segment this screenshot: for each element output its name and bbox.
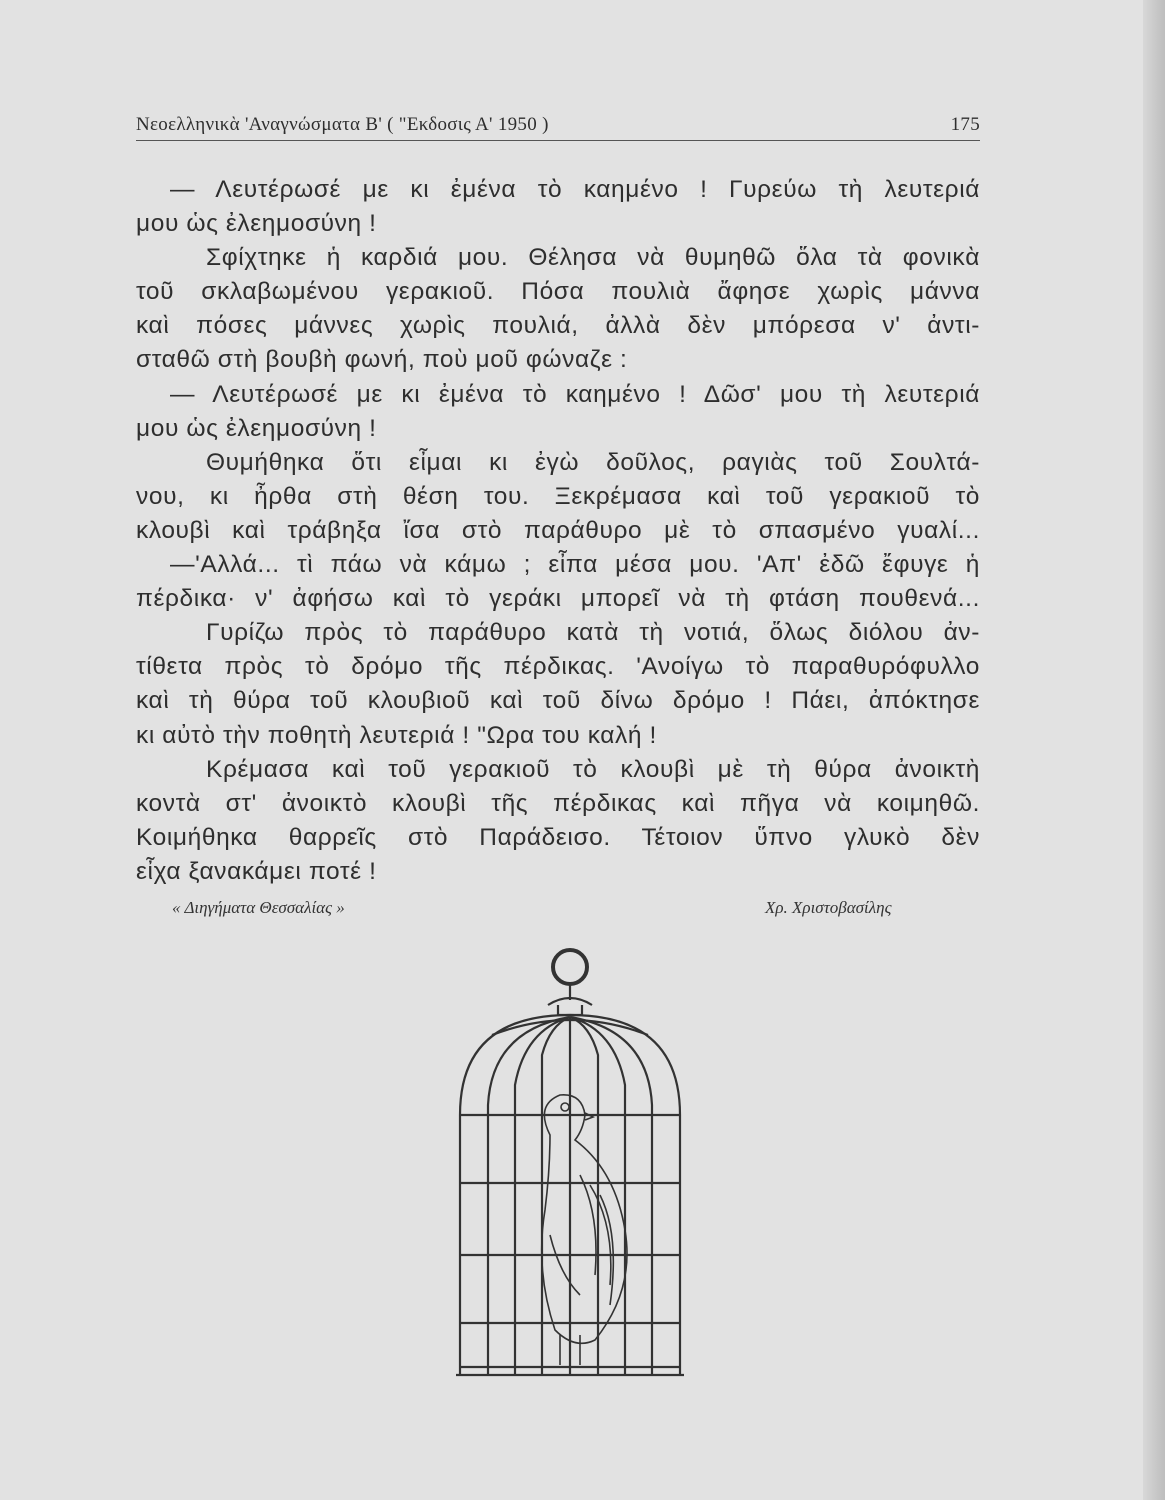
text-line: Κοιμήθηκα θαρρεῖς στὸ Παράδεισο. Τέτοιον ὕπνο γλυκὸ δὲν <box>136 823 980 851</box>
text-line: κι αὐτὸ τὴν ποθητὴ λευτεριά ! "Ωρα του καλή ! <box>136 721 657 749</box>
page-edge-shadow <box>1143 0 1165 1500</box>
running-header <box>136 114 980 136</box>
text-line: μου ὡς ἐλεημοσύνη ! <box>136 210 377 238</box>
text-line: —'Αλλά... τὶ πάω νὰ κάμω ; εἶπα μέσα μου. 'Απ' ἐδῶ ἔφυγε ἡ <box>170 551 980 579</box>
text-line: εἶχα ξανακάμει ποτέ ! <box>136 857 377 885</box>
partridge-icon <box>542 1095 627 1365</box>
header-title: Νεοελληνικὰ 'Αναγνώσματα Β' ( "Εκδοσις Α' 1950 ) <box>136 114 549 135</box>
text-line: Γυρίζω πρὸς τὸ παράθυρο κατὰ τὴ νοτιά, ὅλως διόλου ἀν- <box>206 619 980 647</box>
text-line: — Λευτέρωσέ με κι ἐμένα τὸ καημένο ! Γυρεύω τὴ λευτεριά <box>170 176 980 203</box>
text-line: κλουβὶ καὶ τράβηξα ἴσα στὸ παράθυρο μὲ τὸ σπασμένο γυαλί... <box>136 516 980 544</box>
text-line: — Λευτέρωσέ με κι ἐμένα τὸ καημένο ! Δῶσ' μου τὴ λευτεριά <box>170 380 980 408</box>
source-author: Χρ. Χριστοβασίλης <box>765 898 892 917</box>
text-line: σταθῶ στὴ βουβὴ φωνή, ποὺ μοῦ φώναζε : <box>136 346 628 374</box>
text-line: Θυμήθηκα ὅτι εἶμαι κι ἐγὼ δοῦλος, ραγιὰς τοῦ Σουλτά- <box>206 448 980 476</box>
text-line: Κρέμασα καὶ τοῦ γερακιοῦ τὸ κλουβὶ μὲ τὴ θύρα ἀνοικτὴ <box>206 755 980 783</box>
text-line: νου, κι ἦρθα στὴ θέση του. Ξεκρέμασα καὶ τοῦ γερακιοῦ τὸ <box>136 482 980 510</box>
text-line: καὶ τὴ θύρα τοῦ κλουβιοῦ καὶ τοῦ δίνω δρόμο ! Πάει, ἀπόκτησε <box>136 687 980 715</box>
header-rule <box>136 140 980 141</box>
text-line: καὶ πόσες μάννες χωρὶς πουλιά, ἀλλὰ δὲν μπόρεσα ν' ἀντι- <box>136 312 980 340</box>
page-number: 175 <box>950 114 980 135</box>
text-line: Σφίχτηκε ἡ καρδιά μου. Θέλησα νὰ θυμηθῶ ὅλα τὰ φονικὰ <box>206 244 980 272</box>
text-line: μου ὡς ἐλεημοσύνη ! <box>136 414 377 442</box>
story-text <box>136 173 980 889</box>
source-book: « Διηγήματα Θεσσαλίας » <box>172 898 345 917</box>
text-line: κοντὰ στ' ἀνοικτὸ κλουβὶ τῆς πέρδικας καὶ πῆγα νὰ κοιμηθῶ. <box>136 789 980 817</box>
bird-cage-illustration <box>430 935 690 1395</box>
text-line: τοῦ σκλαβωμένου γερακιοῦ. Πόσα πουλιὰ ἄφησε χωρὶς μάννα <box>136 278 980 306</box>
text-line: τίθετα πρὸς τὸ δρόμο τῆς πέρδικας. 'Ανοίγω τὸ παραθυρόφυλλο <box>136 653 980 681</box>
text-line: πέρδικα· ν' ἀφήσω καὶ τὸ γεράκι μπορεῖ νὰ τὴ φτάση πουθενά... <box>136 585 980 613</box>
